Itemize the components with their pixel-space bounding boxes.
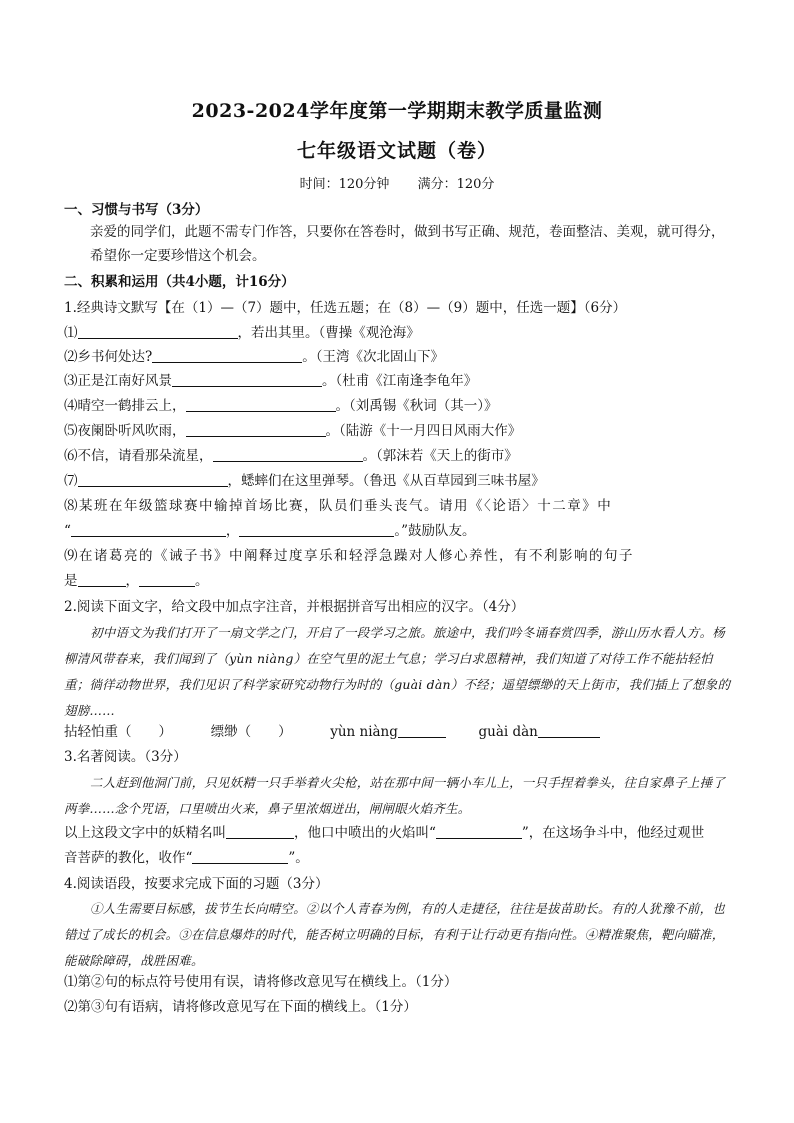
q3-stem: 3.名著阅读。（3分） — [64, 749, 187, 765]
q1-item-2-pre: ⑵乡书何处达? — [64, 349, 153, 365]
q3-a-end: ”，在这场争斗中，他经过观世 — [521, 825, 705, 841]
q1-item-8a: ⑻某班在年级篮球赛中输掉首场比赛，队员们垂头丧气。请用《〈论语〉十二章》中 — [64, 498, 613, 514]
exam-title: 2023-2024学年度第一学期期末教学质量监测 — [191, 100, 603, 122]
q1-item-7-mid: ，蟋蟀们在这里弹琴。（鲁迅《从百草园到三味书屋》 — [227, 473, 545, 489]
answer-blank[interactable] — [213, 447, 363, 462]
q1-item-1-mid: ，若出其里。（曹操《观沧海》 — [237, 325, 420, 341]
q3-b-pre: 音菩萨的教化，收作“ — [64, 850, 193, 866]
answer-blank[interactable] — [78, 324, 238, 339]
q1-item-5-mid: 。（陆游《十一月四日风雨大作》 — [325, 423, 522, 439]
answer-blank[interactable] — [71, 522, 226, 537]
q1-item-3-pre: ⑶正是江南好风景 — [64, 373, 172, 389]
q1-item-7-pre: ⑺ — [64, 473, 78, 489]
q1-item-9b — [64, 571, 734, 591]
section2-heading: 二、积累和运用（共4小题，计16分） — [64, 274, 295, 290]
answer-blank[interactable] — [152, 348, 302, 363]
answer-blank[interactable] — [78, 472, 228, 487]
answer-blank[interactable] — [186, 422, 326, 437]
answer-blank[interactable] — [78, 572, 126, 587]
q3-passage: 二人赶到他洞门前，只见妖精一只手举着火尖枪，站在那中间一辆小车儿上，一只手捏着拳头，往自家鼻子上捶了两拳……念个咒语，口里喷出火来，鼻子里浓烟迸出，闸闸眼火焰齐生。 — [64, 775, 726, 816]
q8-close: 。”鼓励队友。 — [394, 523, 476, 539]
q3-answer-b — [64, 848, 734, 868]
q1-item-6 — [64, 446, 734, 466]
answer-blank[interactable] — [139, 572, 195, 587]
q8-comma: ， — [225, 523, 240, 539]
q2-stem: 2.阅读下面文字，给文段中加点字注音，并根据拼音写出相应的汉字。（4分） — [64, 599, 525, 615]
q1-item-4-pre: ⑷晴空一鹤排云上， — [64, 398, 186, 414]
answer-blank[interactable] — [226, 824, 294, 839]
exam-time: 时间：120分钟 — [299, 177, 390, 192]
q1-item-1 — [64, 323, 734, 343]
answer-blank[interactable] — [239, 522, 394, 537]
q8-open-quote: “ — [64, 523, 71, 539]
q2-ans-4: guài dàn — [478, 724, 538, 740]
q2-ans-3: yùn niàng — [330, 724, 398, 740]
q1-item-6-pre: ⑹不信，请看那朵流星， — [64, 448, 213, 464]
q2-passage: 初中语文为我们打开了一扇文学之门，开启了一段学习之旅。旅途中，我们吟冬诵春赏四季，游山历水看人方。杨柳清风带春来，我们闻到了（yùn niàng）在空气里的泥土气息；学习白求恩精神，我们知道了对待工作不能拈轻怕重；徜徉动物世界，我们见识了科学家研究动物行为时的（guài dàn）不经；遥望缥缈的天上街市，我们插上了想象的翅膀…… — [64, 625, 731, 718]
q1-item-9a: ⑼在诸葛亮的《诫子书》中阐释过度享乐和轻浮急躁对人修心养性，有不利影响的句子 — [64, 548, 634, 564]
q1-item-2-mid: 。（王湾《次北固山下》 — [302, 349, 444, 365]
q3-answer-a — [64, 823, 734, 843]
exam-meta — [0, 173, 794, 192]
q1-item-8b — [64, 521, 734, 541]
section1-text: 亲爱的同学们，此题不需专门作答，只要你在答卷时，做到书写正确、规范，卷面整洁、美观，就可得分，希望你一定要珍惜这个机会。 — [90, 224, 725, 264]
q1-item-3-mid: 。（杜甫《江南逢李龟年》 — [322, 373, 478, 389]
answer-blank[interactable] — [186, 397, 336, 412]
exam-subtitle: 七年级语文试题（卷） — [296, 140, 497, 162]
q1-item-3 — [64, 371, 734, 391]
q3-a-mid: ，他口中喷出的火焰叫“ — [294, 825, 436, 841]
q2-ans-2: 缥缈（ ） — [210, 724, 292, 740]
q1-item-7 — [64, 471, 734, 491]
q1-item-6-mid: 。（郭沫若《天上的街市》 — [362, 448, 518, 464]
q4-passage: ①人生需要目标感，拔节生长向晴空。②以个人青春为例，有的人走捷径，往往是拔苗助长。有的人犹豫不前，也错过了成长的机会。③在信息爆炸的时代，能否树立明确的目标，有利于让行动更有指向性。④精准聚焦，靶向瞄准，能破除障碍，战胜困难。 — [64, 901, 726, 968]
q2-answers — [64, 722, 734, 742]
q1-stem: 1.经典诗文默写【在（1）—（7）题中，任选五题；在（8）—（9）题中，任选一题】（6分） — [64, 300, 627, 316]
q3-a-pre: 以上这段文字中的妖精名叫 — [64, 825, 226, 841]
q1-item-5 — [64, 421, 734, 441]
q9-pre: 是 — [64, 573, 78, 589]
q4-stem: 4.阅读语段，按要求完成下面的习题（3分） — [64, 876, 329, 892]
answer-blank[interactable] — [398, 723, 446, 738]
answer-blank[interactable] — [172, 372, 322, 387]
q3-b-end: ”。 — [288, 850, 309, 866]
q4-sub1: ⑴第②句的标点符号使用有误，请将修改意见写在横线上。（1分） — [64, 974, 458, 990]
answer-blank[interactable] — [436, 824, 522, 839]
exam-score: 满分：120分 — [417, 177, 495, 192]
section1-heading: 一、习惯与书写（3分） — [64, 202, 209, 218]
answer-blank[interactable] — [192, 849, 288, 864]
q9-comma: ， — [125, 573, 139, 589]
q1-item-1-pre: ⑴ — [64, 325, 78, 341]
q1-item-2 — [64, 347, 734, 367]
q2-ans-1: 拈轻怕重（ ） — [64, 724, 172, 740]
q1-item-4 — [64, 396, 734, 416]
q1-item-5-pre: ⑸夜阑卧听风吹雨， — [64, 423, 186, 439]
answer-blank[interactable] — [538, 723, 600, 738]
q9-end: 。 — [195, 573, 209, 589]
q1-item-4-mid: 。（刘禹锡《秋词（其一）》 — [335, 398, 498, 414]
q4-sub2: ⑵第③句有语病，请将修改意见写在下面的横线上。（1分） — [64, 999, 417, 1015]
